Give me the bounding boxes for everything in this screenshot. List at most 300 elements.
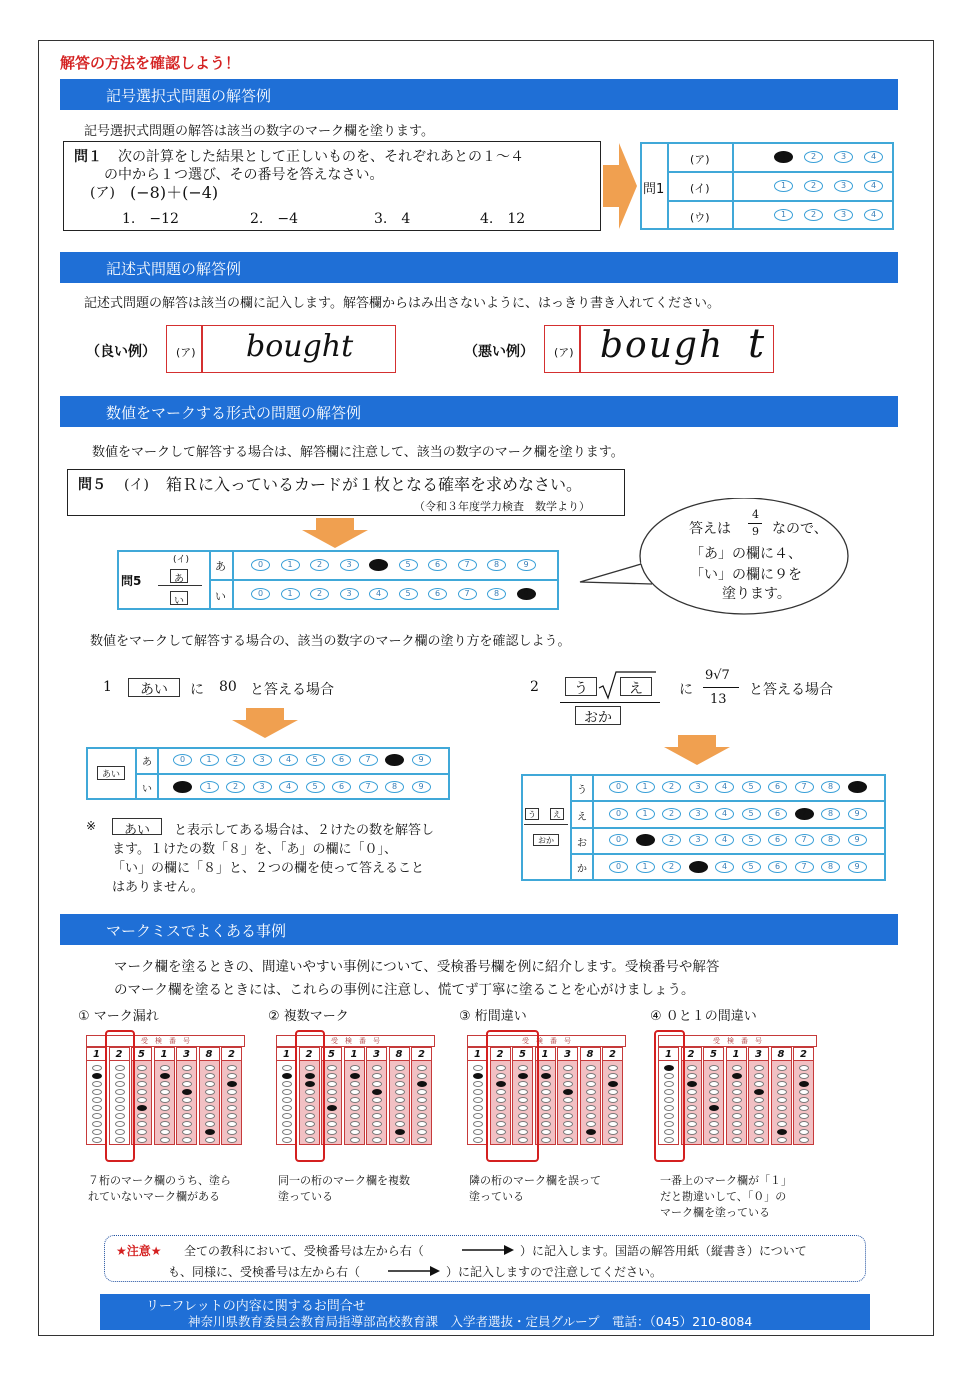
sheet-bubble xyxy=(799,1137,809,1143)
mark-bubble[interactable]: 3 xyxy=(340,559,359,571)
sheet-digit: 1 xyxy=(344,1047,365,1061)
ex1-row-i: い xyxy=(142,784,152,795)
section-header-written: 記述式問題の解答例 xyxy=(60,252,898,283)
mark-bubble[interactable]: 1 xyxy=(774,180,793,192)
mark-bubble[interactable]: 4 xyxy=(369,588,388,600)
mark-bubble[interactable]: 6 xyxy=(768,861,787,873)
mark-bubble[interactable]: 7 xyxy=(795,834,814,846)
choice-1: 1. −12 xyxy=(122,211,179,227)
sheet-digit: 5 xyxy=(321,1047,342,1061)
mark-bubble[interactable]: 6 xyxy=(332,781,351,793)
arrow-down-icon xyxy=(302,518,368,548)
sheet-bubble xyxy=(754,1065,764,1071)
sheet-bubble xyxy=(350,1129,360,1135)
mark-bubble[interactable]: 4 xyxy=(369,559,388,571)
sheet-bubble xyxy=(541,1065,551,1071)
sheet-bubble xyxy=(227,1097,237,1103)
mark-bubble[interactable]: 0 xyxy=(251,588,270,600)
sheet-bubble xyxy=(182,1129,192,1135)
sheet-bubble xyxy=(732,1121,742,1127)
sheet-bubble xyxy=(160,1137,170,1143)
sheet-bubble xyxy=(282,1113,292,1119)
mark-bubble[interactable]: 0 xyxy=(173,781,192,793)
sheet-bubble xyxy=(777,1129,787,1135)
sheet-bubble xyxy=(137,1137,147,1143)
sheet-bubble xyxy=(799,1081,809,1087)
mark-bubble[interactable]: 7 xyxy=(795,781,814,793)
mark-bubble[interactable]: 6 xyxy=(428,559,447,571)
mark-bubble[interactable]: 9 xyxy=(848,861,867,873)
mark-bubble[interactable]: 4 xyxy=(864,209,883,221)
mark-bubble[interactable]: 2 xyxy=(662,808,681,820)
sheet-digit: 8 xyxy=(389,1047,410,1061)
sheet-bubble xyxy=(799,1097,809,1103)
sheet-bubble xyxy=(350,1121,360,1127)
sheet-bubble xyxy=(687,1089,697,1095)
mark-bubble[interactable]: 3 xyxy=(689,861,708,873)
sheet-bubble xyxy=(541,1129,551,1135)
notice-mark: ★注意★ xyxy=(116,1244,162,1258)
sheet-bubble xyxy=(754,1113,764,1119)
sheet-bubble xyxy=(350,1081,360,1087)
mark-bubble[interactable]: 6 xyxy=(768,808,787,820)
sheet-bubble xyxy=(608,1081,618,1087)
sheet-bubble xyxy=(182,1105,192,1111)
sheet-bubble xyxy=(541,1121,551,1127)
mark-bubble[interactable]: 2 xyxy=(310,559,329,571)
sheet-bubble xyxy=(205,1121,215,1127)
mark-bubble[interactable]: 1 xyxy=(200,754,219,766)
sheet-bubble xyxy=(92,1137,102,1143)
highlight-box xyxy=(486,1030,539,1162)
sheet-bubble xyxy=(227,1073,237,1079)
sheet-bubble xyxy=(350,1089,360,1095)
sheet-bubble xyxy=(372,1137,382,1143)
mark-bubble[interactable]: 9 xyxy=(517,559,536,571)
sheet-digit: 2 xyxy=(411,1047,432,1061)
mark-bubble[interactable]: 2 xyxy=(226,754,245,766)
sheet-bubble xyxy=(137,1081,147,1087)
sheet-bubble xyxy=(473,1137,483,1143)
sheet-bubble xyxy=(473,1089,483,1095)
mark-bubble[interactable]: 2 xyxy=(662,834,681,846)
mark-bubble[interactable]: 2 xyxy=(662,861,681,873)
sheet-bubble xyxy=(473,1073,483,1079)
mark-bubble[interactable]: 5 xyxy=(742,861,761,873)
ex1-ni: に xyxy=(190,682,204,698)
highlight-box xyxy=(105,1030,136,1162)
sheet-bubble xyxy=(709,1073,719,1079)
sheet-bubble xyxy=(687,1073,697,1079)
sheet-header: 受 検 番 号 xyxy=(86,1035,245,1047)
sheet-bubble xyxy=(160,1121,170,1127)
mark-bubble[interactable]: 7 xyxy=(458,588,477,600)
sheet-bubble xyxy=(709,1089,719,1095)
mark-bubble[interactable]: 4 xyxy=(715,834,734,846)
sheet-digit: 2 xyxy=(109,1047,130,1061)
sheet-digit: 1 xyxy=(86,1047,107,1061)
sheet-bubble xyxy=(327,1097,337,1103)
sheet-bubble xyxy=(563,1121,573,1127)
mark-bubble[interactable]: 6 xyxy=(332,754,351,766)
sheet-bubble xyxy=(92,1089,102,1095)
mark-bubble[interactable]: 8 xyxy=(487,559,506,571)
sheet-bubble xyxy=(754,1081,764,1087)
sheet-bubble xyxy=(282,1129,292,1135)
sheet-bubble xyxy=(687,1129,697,1135)
sheet-header: 受 検 番 号 xyxy=(276,1035,435,1047)
sheet-column xyxy=(557,1061,578,1145)
sheet-bubble xyxy=(227,1089,237,1095)
sheet-column xyxy=(389,1061,410,1145)
mark-bubble[interactable]: 8 xyxy=(821,861,840,873)
sheet-bubble xyxy=(182,1113,192,1119)
sheet-bubble xyxy=(563,1113,573,1119)
mark-bubble[interactable]: 7 xyxy=(795,808,814,820)
mark-bubble[interactable]: 1 xyxy=(774,151,793,163)
sheet-bubble xyxy=(395,1081,405,1087)
ex1-tail: と答える場合 xyxy=(250,682,334,698)
sheet-bubble xyxy=(395,1129,405,1135)
mark-bubble[interactable]: 7 xyxy=(359,781,378,793)
sheet-bubble xyxy=(732,1137,742,1143)
sheet-bubble xyxy=(417,1137,427,1143)
sheet-bubble xyxy=(777,1073,787,1079)
mark-bubble[interactable]: 2 xyxy=(804,209,823,221)
mark-bubble[interactable]: 3 xyxy=(689,834,708,846)
sheet-bubble xyxy=(709,1105,719,1111)
sheet-bubble xyxy=(182,1097,192,1103)
good-cell-label: (ア) xyxy=(176,346,196,359)
sheet-bubble xyxy=(541,1073,551,1079)
sheet-bubble xyxy=(799,1073,809,1079)
sheet-bubble xyxy=(160,1065,170,1071)
mark-bubble[interactable]: 4 xyxy=(715,781,734,793)
sheet-bubble xyxy=(541,1105,551,1111)
sheet-bubble xyxy=(473,1105,483,1111)
sheet-bubble xyxy=(395,1073,405,1079)
mark-bubble[interactable]: 6 xyxy=(768,834,787,846)
ex2-row-u: う xyxy=(577,785,587,796)
sheet-bubble xyxy=(137,1089,147,1095)
sheet-bubble xyxy=(350,1073,360,1079)
mark-bubble[interactable]: 3 xyxy=(834,151,853,163)
mark-bubble[interactable]: 6 xyxy=(768,781,787,793)
sheet-bubble xyxy=(777,1121,787,1127)
sheet-bubble xyxy=(205,1089,215,1095)
sheet-column xyxy=(467,1061,488,1145)
sheet-column xyxy=(748,1061,769,1145)
sheet-bubble xyxy=(395,1097,405,1103)
mark-bubble[interactable]: 0 xyxy=(251,559,270,571)
sheet-bubble xyxy=(182,1073,192,1079)
question-box xyxy=(63,141,601,231)
sheet-column xyxy=(176,1061,197,1145)
q5-row-a: あ xyxy=(215,560,226,573)
sheet-bubble xyxy=(687,1105,697,1111)
question5-box xyxy=(67,469,625,516)
sheet-bubble xyxy=(92,1073,102,1079)
sheet-bubble xyxy=(327,1073,337,1079)
mark-bubble[interactable]: 1 xyxy=(636,834,655,846)
ex2-small-e: え xyxy=(550,808,564,820)
mark-bubble[interactable]: 9 xyxy=(848,808,867,820)
mark-bubble[interactable]: 5 xyxy=(399,559,418,571)
mark-bubble[interactable]: 8 xyxy=(385,754,404,766)
sheet-column xyxy=(602,1061,623,1145)
q5-row-i: い xyxy=(215,590,226,603)
sheet-bubble xyxy=(732,1073,742,1079)
sheet-bubble xyxy=(563,1065,573,1071)
sheet-header: 受 検 番 号 xyxy=(658,1035,817,1047)
sheet-bubble xyxy=(473,1129,483,1135)
sheet-bubble xyxy=(541,1097,551,1103)
mark-bubble[interactable]: 2 xyxy=(804,180,823,192)
sheet-bubble xyxy=(563,1129,573,1135)
sheet-bubble xyxy=(205,1065,215,1071)
sheet-bubble xyxy=(137,1073,147,1079)
sheet-bubble xyxy=(586,1129,596,1135)
sheet-digit: 2 xyxy=(602,1047,623,1061)
sheet-bubble xyxy=(282,1081,292,1087)
sheet-bubble xyxy=(372,1089,382,1095)
mark-bubble[interactable]: 6 xyxy=(428,588,447,600)
sheet-bubble xyxy=(563,1137,573,1143)
sheet-bubble xyxy=(327,1129,337,1135)
q-sub: (ア) xyxy=(90,185,115,201)
note-line1: と表示してある場合は、２けたの数を解答し xyxy=(174,823,435,838)
case-title: ① マーク漏れ xyxy=(78,1009,159,1024)
sheet-bubble xyxy=(586,1105,596,1111)
mark-bubble[interactable]: 9 xyxy=(848,834,867,846)
sheet-bubble xyxy=(754,1121,764,1127)
mark-bubble[interactable]: 2 xyxy=(310,588,329,600)
mark-bubble[interactable]: 0 xyxy=(609,781,628,793)
sheet-bubble xyxy=(395,1113,405,1119)
sheet-bubble xyxy=(608,1121,618,1127)
sheet-bubble xyxy=(282,1121,292,1127)
sheet-bubble xyxy=(563,1073,573,1079)
q5-source: （令和３年度学力検査 数学より） xyxy=(414,500,590,513)
case-caption: ７桁のマーク欄のうち、塗ら xyxy=(88,1174,231,1187)
mark-bubble[interactable]: 0 xyxy=(609,834,628,846)
mark-bubble[interactable]: 8 xyxy=(487,588,506,600)
sheet-bubble xyxy=(92,1081,102,1087)
mark-bubble[interactable]: 1 xyxy=(281,559,300,571)
sheet-bubble xyxy=(160,1105,170,1111)
mark-bubble[interactable]: 4 xyxy=(864,180,883,192)
sheet-bubble xyxy=(227,1081,237,1087)
sheet-bubble xyxy=(137,1105,147,1111)
sheet-bubble xyxy=(799,1113,809,1119)
mark-bubble[interactable]: 1 xyxy=(281,588,300,600)
sheet-digit: 2 xyxy=(681,1047,702,1061)
mark-bubble[interactable]: 0 xyxy=(609,808,628,820)
sheet-bubble xyxy=(608,1089,618,1095)
mark-bubble[interactable]: 5 xyxy=(742,808,761,820)
sheet-bubble xyxy=(350,1137,360,1143)
sheet-bubble xyxy=(327,1089,337,1095)
sheet-bubble xyxy=(687,1065,697,1071)
mark-bubble[interactable]: 2 xyxy=(662,781,681,793)
ex1-table-label: あい xyxy=(97,766,125,780)
mark-bubble[interactable]: 4 xyxy=(279,781,298,793)
sheet-column xyxy=(726,1061,747,1145)
sheet-bubble xyxy=(709,1129,719,1135)
sheet-column xyxy=(221,1061,242,1145)
mark-bubble[interactable]: 0 xyxy=(609,861,628,873)
mark-bubble[interactable]: 9 xyxy=(517,588,536,600)
mark-bubble[interactable]: 3 xyxy=(340,588,359,600)
sheet-bubble xyxy=(541,1081,551,1087)
sheet-column xyxy=(199,1061,220,1145)
q-text-1: 次の計算をした結果として正しいものを、それぞれあとの１～４ xyxy=(118,149,524,165)
sheet-bubble xyxy=(541,1089,551,1095)
sheet-bubble xyxy=(709,1137,719,1143)
sheet-bubble xyxy=(227,1137,237,1143)
mark-bubble[interactable]: 1 xyxy=(636,781,655,793)
mark-bubble[interactable]: 7 xyxy=(795,861,814,873)
mark-bubble[interactable]: 9 xyxy=(412,781,431,793)
sheet-bubble xyxy=(608,1129,618,1135)
case-caption: 一番上のマーク欄が「１」 xyxy=(660,1174,792,1187)
mark-bubble[interactable]: 9 xyxy=(412,754,431,766)
sec4-desc-1: マーク欄を塗るときの、間違いやすい事例について、受検番号欄を例に紹介します。受検番号や解答 xyxy=(114,959,720,975)
mark-bubble[interactable]: 3 xyxy=(689,808,708,820)
ex2-tail: と答える場合 xyxy=(749,682,833,698)
sheet-bubble xyxy=(395,1121,405,1127)
sheet-column xyxy=(771,1061,792,1145)
sheet-bubble xyxy=(327,1105,337,1111)
sheet-digit: 3 xyxy=(176,1047,197,1061)
sheet-bubble xyxy=(608,1073,618,1079)
q5-label: 問５ xyxy=(78,477,106,493)
sheet-bubble xyxy=(709,1097,719,1103)
case-caption: 塗っている xyxy=(278,1190,333,1203)
mark-bubble[interactable]: 9 xyxy=(848,781,867,793)
mark-bubble[interactable]: 1 xyxy=(636,861,655,873)
sheet-column xyxy=(86,1061,107,1145)
sheet-bubble xyxy=(608,1065,618,1071)
mark-bubble[interactable]: 5 xyxy=(742,781,761,793)
sheet-column xyxy=(154,1061,175,1145)
sheet-digit: 1 xyxy=(726,1047,747,1061)
note-line2: ます。１けたの数「８」を、「あ」の欄に「０」、 xyxy=(112,842,397,857)
sheet-bubble xyxy=(282,1097,292,1103)
mark-bubble[interactable]: 5 xyxy=(399,588,418,600)
mark-bubble[interactable]: 4 xyxy=(715,861,734,873)
sheet-bubble xyxy=(732,1089,742,1095)
sheet-bubble xyxy=(327,1137,337,1143)
sheet-column xyxy=(580,1061,601,1145)
sheet-bubble xyxy=(372,1065,382,1071)
sheet-bubble xyxy=(687,1097,697,1103)
sheet-bubble xyxy=(754,1097,764,1103)
mark-bubble[interactable]: 8 xyxy=(821,808,840,820)
sheet-bubble xyxy=(586,1065,596,1071)
mark-bubble[interactable]: 5 xyxy=(306,781,325,793)
ex2-row-ka: か xyxy=(577,864,587,875)
sheet-bubble xyxy=(586,1097,596,1103)
sheet-bubble xyxy=(327,1113,337,1119)
bubble-frac-num: 4 xyxy=(752,508,759,521)
mark-bubble[interactable]: 4 xyxy=(279,754,298,766)
mark-bubble[interactable]: 2 xyxy=(804,151,823,163)
mark-bubble[interactable]: 5 xyxy=(306,754,325,766)
mark-bubble[interactable]: 5 xyxy=(742,834,761,846)
mark-bubble[interactable]: 4 xyxy=(715,808,734,820)
sheet-bubble xyxy=(205,1113,215,1119)
sheet-bubble xyxy=(777,1081,787,1087)
row-label-a: (ア) xyxy=(690,153,710,166)
sheet-bubble xyxy=(799,1105,809,1111)
mark-bubble[interactable]: 3 xyxy=(253,754,272,766)
sheet-bubble xyxy=(754,1089,764,1095)
mark-bubble[interactable]: 0 xyxy=(173,754,192,766)
sheet-bubble xyxy=(205,1073,215,1079)
sheet-bubble xyxy=(473,1081,483,1087)
row-label-u: (ウ) xyxy=(690,211,710,224)
case-caption: 隣の桁のマーク欄を誤って xyxy=(469,1174,601,1187)
sec3-desc: 数値をマークして解答する場合は、解答欄に注意して、該当の数字のマーク欄を塗ります。 xyxy=(92,445,624,460)
mark-bubble[interactable]: 7 xyxy=(359,754,378,766)
sheet-bubble xyxy=(732,1081,742,1087)
section-header-mistakes: マークミスでよくある事例 xyxy=(60,914,898,945)
sheet-column xyxy=(344,1061,365,1145)
sheet-digit: 3 xyxy=(557,1047,578,1061)
sheet-bubble xyxy=(687,1137,697,1143)
sheet-bubble xyxy=(608,1137,618,1143)
sheet-bubble xyxy=(395,1065,405,1071)
mark-bubble[interactable]: 8 xyxy=(385,781,404,793)
q-expr: (−8)＋(−4) xyxy=(130,183,219,202)
mark-bubble[interactable]: 1 xyxy=(636,808,655,820)
mark-bubble[interactable]: 8 xyxy=(821,834,840,846)
q5-table-label: 問5 xyxy=(121,574,142,588)
sheet-bubble xyxy=(417,1113,427,1119)
mark-bubble[interactable]: 3 xyxy=(834,180,853,192)
mark-bubble[interactable]: 3 xyxy=(834,209,853,221)
sheet-bubble xyxy=(754,1073,764,1079)
highlight-box xyxy=(654,1030,685,1162)
mark-bubble[interactable]: 1 xyxy=(774,209,793,221)
sheet-digit: 5 xyxy=(703,1047,724,1061)
mark-bubble[interactable]: 7 xyxy=(458,559,477,571)
mark-bubble[interactable]: 1 xyxy=(200,781,219,793)
ex2-small-oka: おか xyxy=(533,834,559,846)
bubble-line2: 「あ」の欄に４、 xyxy=(690,546,802,562)
sheet-bubble xyxy=(799,1129,809,1135)
mark-bubble[interactable]: 3 xyxy=(253,781,272,793)
sheet-bubble xyxy=(227,1065,237,1071)
sheet-bubble xyxy=(92,1065,102,1071)
sheet-digit: 1 xyxy=(535,1047,556,1061)
mark-bubble[interactable]: 3 xyxy=(689,781,708,793)
case-caption: 同一の桁のマーク欄を複数 xyxy=(278,1174,410,1187)
mark-bubble[interactable]: 4 xyxy=(864,151,883,163)
mark-bubble[interactable]: 2 xyxy=(226,781,245,793)
sheet-bubble xyxy=(182,1065,192,1071)
sheet-bubble xyxy=(182,1121,192,1127)
sheet-digit: 3 xyxy=(366,1047,387,1061)
sheet-bubble xyxy=(417,1105,427,1111)
sheet-bubble xyxy=(372,1105,382,1111)
q5-table-sub: (イ) xyxy=(173,555,190,565)
sheet-digit: 1 xyxy=(276,1047,297,1061)
sheet-bubble xyxy=(777,1065,787,1071)
q5-box-a: あ xyxy=(170,569,188,583)
mark-bubble[interactable]: 8 xyxy=(821,781,840,793)
